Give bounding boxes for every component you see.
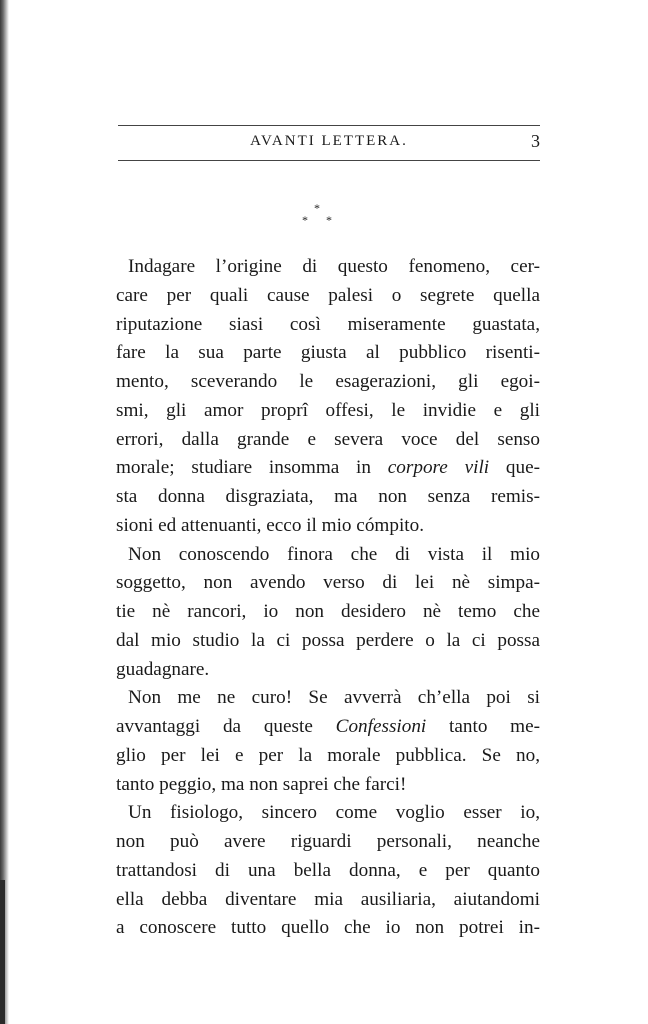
page-binding-edge [0,0,9,1024]
text-line: sta donna disgraziata, ma non senza remis- [116,486,540,507]
text-line: sioni ed attenuanti, ecco il mio cómpito. [116,514,424,536]
asterism-star-top: * [314,201,320,215]
italic-phrase: Confessioni [335,716,427,737]
text-line: Un fisiologo, sincero come voglio esser io, [128,802,540,824]
text-line: ella debba diventare mia ausiliaria, aiutandomi [116,888,540,910]
text-segment: avvantaggi da queste [116,716,313,737]
page-number: 3 [531,131,540,151]
asterism-star-right: * [326,213,332,227]
body-text [116,253,540,943]
text-line-with-italic [116,454,540,483]
asterism-ornament [300,202,340,232]
text-line: smi, gli amor proprî offesi, le invidie e gli [116,399,540,421]
text-line: non può avere riguardi personali, neanche [116,831,540,852]
header-rule-bottom [118,160,540,161]
text-segment: que- [505,457,541,479]
running-title: AVANTI LETTERA. [250,133,408,149]
text-line: mento, sceverando le esagerazioni, gli egoi- [116,371,540,392]
text-line: tanto peggio, ma non saprei che farci! [116,773,407,795]
asterism-star-left: * [302,213,308,227]
text-line: soggetto, non avendo verso di lei nè simpa- [116,572,540,594]
text-line: Non me ne curo! Se avverrà ch’ella poi si [128,687,540,709]
text-line: riputazione siasi così miseramente guastata, [116,313,540,335]
italic-phrase: corpore vili [387,457,490,479]
text-line: trattandosi di una bella donna, e per quanto [116,859,540,881]
text-line: tie nè rancori, io non desidero nè temo che [116,601,540,622]
header-rule-top [118,125,540,126]
text-line-with-italic [116,713,540,742]
text-line: Non conoscendo finora che di vista il mio [128,543,540,565]
text-line: dal mio studio la ci possa perdere o la ci possa [116,629,540,651]
text-segment: tanto me- [449,716,541,737]
running-header [118,125,540,161]
text-line: glio per lei e per la morale pubblica. Se no, [116,744,540,766]
text-line: Indagare l’origine di questo fenomeno, cer- [128,256,540,277]
text-line: guadagnare. [116,658,210,680]
text-line: errori, dalla grande e severa voce del senso [116,428,540,450]
text-line: care per quali cause palesi o segrete quella [116,284,540,306]
text-line: fare la sua parte giusta al pubblico risenti- [116,342,540,364]
page-binding-shadow [0,880,5,1024]
text-line: a conoscere tutto quello che io non potrei in- [116,917,540,939]
text-segment: morale; studiare insomma in [116,457,371,479]
